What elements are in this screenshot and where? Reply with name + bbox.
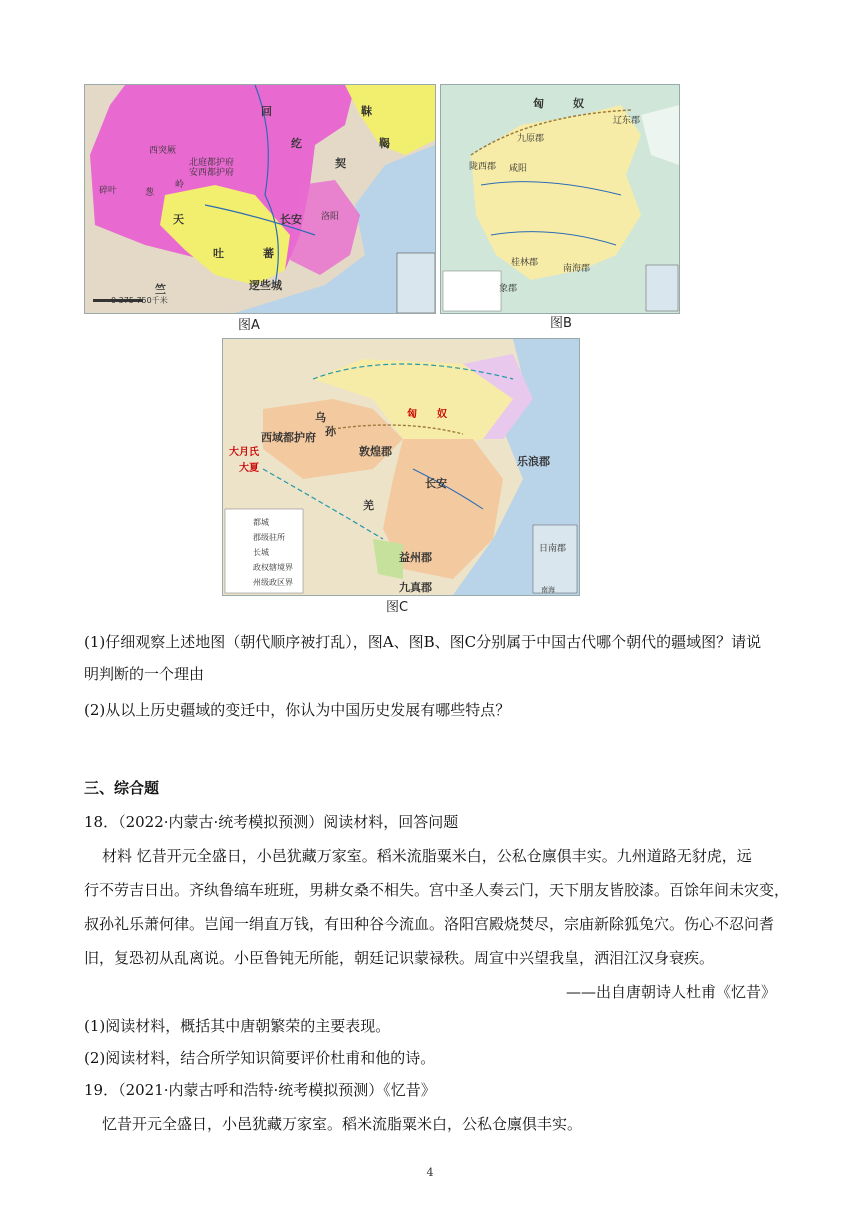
- map-a-label: 洛阳: [321, 212, 340, 222]
- material-line: 叔孙礼乐萧何律。岂闻一绢直万钱，有田种谷今流血。洛阳宫殿烧焚尽，宗庙新除狐兔穴。伤心不忍问耆: [84, 915, 775, 933]
- map-c-caption: 图C: [386, 600, 409, 615]
- map-c-legend-item: 都城: [253, 518, 269, 527]
- map-a-label: 岭: [175, 180, 185, 190]
- map-b-label: 咸阳: [509, 164, 528, 174]
- map-c-label: 西域都护府: [261, 431, 316, 444]
- map-c-legend-item: 政权辖境界: [253, 563, 293, 572]
- map-a: [84, 84, 436, 314]
- map-c-legend-item: 州级政区界: [253, 578, 293, 587]
- map-a-label: 长安: [280, 213, 302, 226]
- map-b-label: 南海郡: [563, 264, 591, 274]
- map-a-label: 北庭都护府: [189, 158, 235, 168]
- map-c-label: 益州郡: [399, 551, 432, 564]
- map-a-caption: 图A: [238, 318, 260, 333]
- map-a-label: 靺: [361, 105, 372, 118]
- map-b-label: 辽东郡: [613, 116, 641, 126]
- question-17-1-cont: 明判断的一个理由: [84, 665, 205, 683]
- map-b-caption: 图B: [550, 316, 572, 331]
- map-a-label: 逻些城: [249, 279, 282, 292]
- map-a-label: 竺: [155, 283, 166, 296]
- map-c-label: 羌: [363, 499, 374, 512]
- map-c-label: 匈: [407, 409, 417, 420]
- map-b-label: 桂林郡: [511, 258, 539, 268]
- map-a-label: 碎叶: [99, 186, 118, 196]
- question-18-2: (2)阅读材料，结合所学知识简要评价杜甫和他的诗。: [84, 1049, 436, 1067]
- map-c: [222, 338, 580, 596]
- map-c-label: 日南郡: [539, 544, 567, 554]
- material-line: 材料 忆昔开元全盛日，小邑犹藏万家室。稻米流脂粟米白，公私仓廪俱丰实。九州道路无豺虎，远: [102, 847, 752, 865]
- map-c-legend-item: 郡级驻所: [253, 533, 285, 542]
- map-c-label: 大月氏: [229, 447, 259, 458]
- question-18-header: 18．（2022·内蒙古·统考模拟预测）阅读材料，回答问题: [84, 813, 459, 831]
- map-c-label: 敦煌郡: [359, 445, 392, 458]
- question-19-header: 19．（2021·内蒙古呼和浩特·统考模拟预测）《忆昔》: [84, 1081, 436, 1099]
- map-a-label: 鞨: [379, 137, 390, 150]
- map-a-label: 吐: [213, 247, 224, 260]
- map-b-image: [441, 85, 679, 313]
- map-c-label: 长安: [425, 477, 447, 490]
- material-line: 行不劳吉日出。齐纨鲁缟车班班，男耕女桑不相失。宫中圣人奏云门，天下朋友皆胶漆。百馀年间未灾变，: [84, 881, 790, 899]
- map-b-label: 匈: [533, 97, 544, 110]
- map-b: [440, 84, 680, 314]
- question-18-1: (1)阅读材料，概括其中唐朝繁荣的主要表现。: [84, 1017, 391, 1035]
- map-a-label: 天: [173, 213, 184, 226]
- material-line: 旧，复恐初从乱离说。小臣鲁钝无所能，朝廷记识蒙禄秩。周宣中兴望我皇，洒泪江汉身衰疾。: [84, 949, 715, 967]
- material-source: ——出自唐朝诗人杜甫《忆昔》: [565, 983, 776, 1001]
- map-c-legend-item: 长城: [253, 548, 269, 557]
- map-a-label: 回: [261, 105, 272, 118]
- map-c-label: 九真郡: [399, 581, 432, 594]
- map-b-label: 九原郡: [517, 134, 545, 144]
- page-number: 4: [426, 1166, 434, 1179]
- map-b-label: 陇西郡: [469, 162, 497, 172]
- map-a-label: 安西都护府: [189, 168, 235, 178]
- map-c-label: 孙: [325, 425, 336, 438]
- section-heading: 三、综合题: [84, 779, 160, 797]
- question-17-2: (2)从以上历史疆域的变迁中，你认为中国历史发展有哪些特点？: [84, 701, 511, 719]
- question-17-1: (1)仔细观察上述地图（朝代顺序被打乱），图A、图B、图C分别属于中国古代哪个朝代的疆域图？请说: [84, 633, 762, 651]
- map-a-label: 西突厥: [149, 146, 177, 156]
- map-c-label: 南海: [541, 586, 555, 594]
- map-c-label: 奴: [437, 409, 447, 420]
- map-b-label: 奴: [573, 97, 584, 110]
- material-line: 忆昔开元全盛日，小邑犹藏万家室。稻米流脂粟米白，公私仓廪俱丰实。: [102, 1115, 583, 1133]
- map-c-label: 乐浪郡: [517, 455, 550, 468]
- map-c-label: 乌: [315, 411, 326, 424]
- map-b-label: 象郡: [499, 284, 518, 294]
- map-a-label: 葱: [145, 188, 155, 198]
- map-c-label: 大夏: [239, 463, 259, 474]
- map-a-label: 契: [335, 157, 346, 170]
- map-a-label: 蕃: [263, 247, 274, 260]
- map-a-label: 纥: [291, 137, 302, 150]
- map-a-scale: 0 375 750千米: [111, 296, 168, 305]
